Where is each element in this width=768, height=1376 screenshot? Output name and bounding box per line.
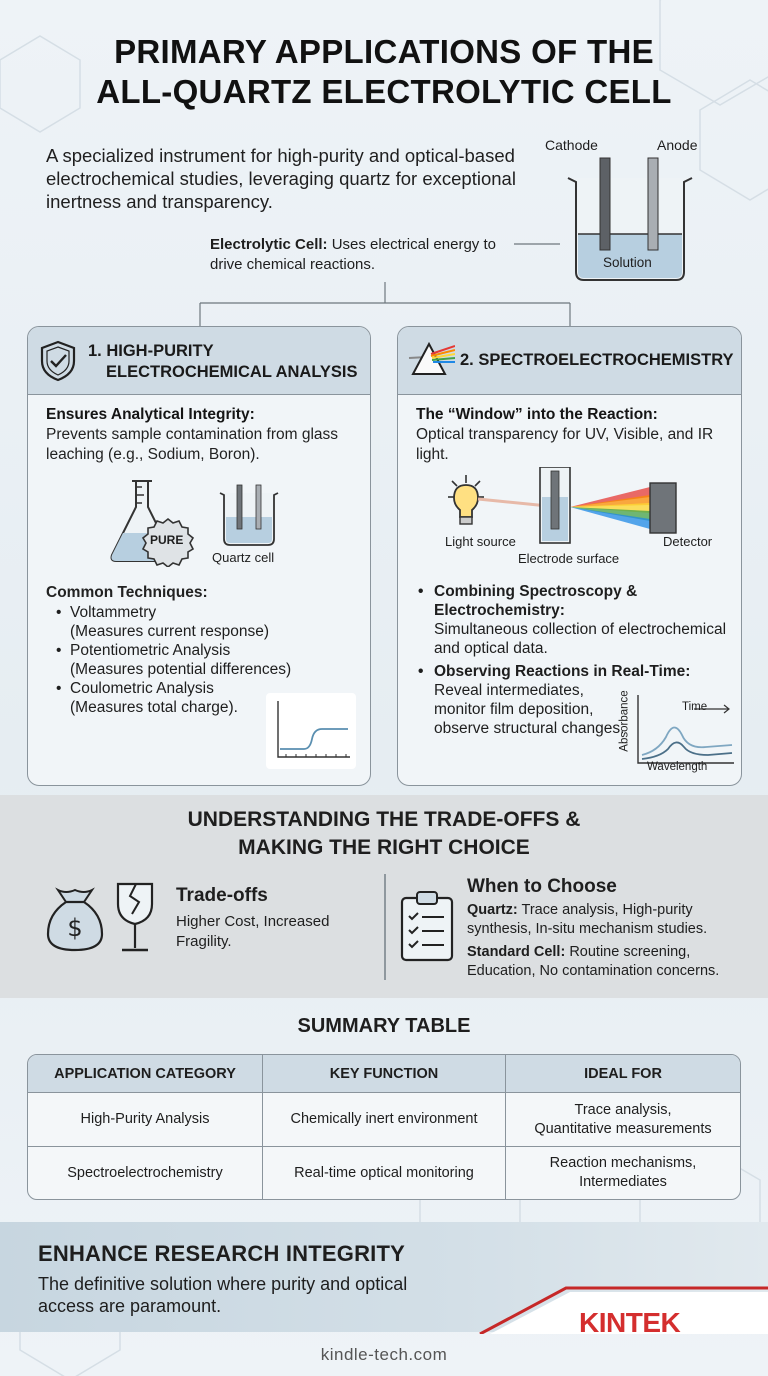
ideal-line: Reaction mechanisms, (549, 1155, 697, 1171)
point-text: Reveal intermediates, monitor film deposition, observe structural changes. (434, 682, 625, 737)
spectroelectrochemistry-panel (397, 326, 742, 786)
technique-desc: (Measures current response) (70, 623, 269, 640)
table-header: IDEAL FOR (506, 1055, 740, 1093)
ideal-line: Trace analysis, (574, 1101, 672, 1118)
connector-lines (0, 0, 768, 340)
standard-choice-text: Routine screening, Education, No contamination concerns. (467, 944, 720, 979)
technique-name: Potentiometric Analysis (70, 642, 231, 659)
intro-text: A specialized instrument for high-purity and optical-based electrochemical studies, leveraging quartz for exceptional inertness and transparency. (46, 145, 516, 212)
graph-time-label: Time (682, 701, 708, 713)
titration-curve-icon (266, 693, 356, 769)
quartz-choice-label: Quartz: (467, 902, 518, 918)
list-item (46, 641, 366, 679)
tradeoffs-title-line-1: UNDERSTANDING THE TRADE-OFFS & (187, 808, 581, 831)
tradeoff-text: Higher Cost, Increased Fragility. (176, 913, 330, 950)
flask-icon (106, 475, 206, 567)
definition-term: Electrolytic Cell: (210, 236, 328, 253)
graph-y-label: Absorbance (618, 690, 631, 752)
brand-logo: KINTEK (579, 1307, 681, 1338)
technique-name: Voltammetry (70, 604, 157, 621)
cathode-label: Cathode (545, 137, 598, 153)
quartz-choice-text: Trace analysis, High-purity synthesis, In-situ mechanism studies. (467, 902, 708, 937)
solution-label: Solution (603, 255, 652, 270)
tradeoffs-title-line-2: MAKING THE RIGHT CHOICE (238, 836, 530, 859)
point-text: Simultaneous collection of electrochemical and optical data. (434, 621, 727, 657)
spectro-panel-title: 2. SPECTROELECTROCHEMISTRY (460, 351, 734, 369)
svg-text:$: $ (67, 914, 83, 942)
window-text: Optical transparency for UV, Visible, and IR light. (416, 426, 714, 463)
quartz-choice (467, 901, 757, 939)
graph-x-label: Wavelength (647, 761, 708, 773)
quartz-cell-label: Quartz cell (212, 550, 275, 565)
definition-text: Uses electrical energy to drive chemical reactions. (210, 236, 496, 273)
standard-choice-label: Standard Cell: (467, 944, 566, 960)
window-heading: The “Window” into the Reaction: (416, 406, 658, 423)
point-heading: • Observing Reactions in Real-Time: (434, 663, 691, 680)
technique-desc: (Measures total charge). (70, 699, 238, 716)
cta-text: The definitive solution where purity and optical access are paramount. (38, 1274, 408, 1316)
technique-desc: (Measures potential differences) (70, 661, 292, 678)
title-line-1: PRIMARY APPLICATIONS OF THE (114, 33, 654, 70)
electrode-surface-label: Electrode surface (518, 551, 620, 566)
high-purity-panel (27, 326, 371, 786)
summary-table (27, 1054, 741, 1200)
prism-icon (407, 340, 455, 380)
table-row (28, 1147, 740, 1199)
integrity-text: Prevents sample contamination from glass leaching (e.g., Sodium, Boron). (46, 426, 339, 463)
quartz-cell-icon (216, 481, 282, 549)
ideal-line: Intermediates (579, 1174, 667, 1190)
detector-label: Detector (663, 534, 713, 549)
window-block (416, 405, 732, 465)
technique-name: Coulometric Analysis (70, 680, 214, 697)
standard-choice (467, 943, 762, 981)
table-header: APPLICATION CATEGORY (28, 1055, 263, 1093)
table-header: KEY FUNCTION (263, 1055, 506, 1093)
table-cell (506, 1147, 740, 1199)
techniques-heading: Common Techniques: (46, 584, 208, 601)
table-header-row (28, 1055, 740, 1093)
anode-label: Anode (657, 137, 698, 153)
shield-check-icon (38, 339, 78, 383)
when-to-choose-heading: When to Choose (467, 876, 617, 897)
tradeoff-heading: Trade-offs (176, 885, 268, 906)
cta-title: ENHANCE RESEARCH INTEGRITY (38, 1241, 406, 1266)
panel1-title-line-2: ELECTROCHEMICAL ANALYSIS (106, 363, 358, 381)
list-item (416, 582, 732, 658)
table-cell (506, 1093, 740, 1147)
summary-table-wrapper (27, 1054, 741, 1200)
spectro-panel-header (398, 327, 741, 395)
table-cell: High-Purity Analysis (28, 1093, 263, 1147)
table-cell: Spectroelectrochemistry (28, 1147, 263, 1199)
ideal-line: Quantitative measurements (534, 1120, 712, 1137)
tradeoffs-title (0, 806, 768, 862)
title-line-2: ALL-QUARTZ ELECTROLYTIC CELL (96, 73, 672, 110)
table-cell: Real-time optical monitoring (263, 1147, 506, 1199)
integrity-block (46, 405, 356, 465)
point-heading: • Combining Spectroscopy & Electrochemistry: (434, 583, 638, 619)
summary-title: SUMMARY TABLE (297, 1015, 471, 1037)
light-source-label: Light source (445, 534, 516, 549)
high-purity-panel-header (28, 327, 370, 395)
table-row (28, 1093, 740, 1147)
money-bag-icon (44, 884, 106, 954)
clipboard-checklist-icon (398, 890, 456, 962)
integrity-heading: Ensures Analytical Integrity: (46, 406, 255, 423)
high-purity-panel-title (88, 341, 358, 383)
list-item (46, 603, 366, 641)
tradeoffs-divider (384, 874, 386, 980)
broken-glass-icon (112, 880, 158, 956)
table-cell: Chemically inert environment (263, 1093, 506, 1147)
website-link[interactable]: kindle-tech.com (320, 1345, 448, 1364)
panel1-title-line-1: 1. HIGH-PURITY (88, 342, 214, 360)
pure-badge: PURE (150, 533, 184, 547)
